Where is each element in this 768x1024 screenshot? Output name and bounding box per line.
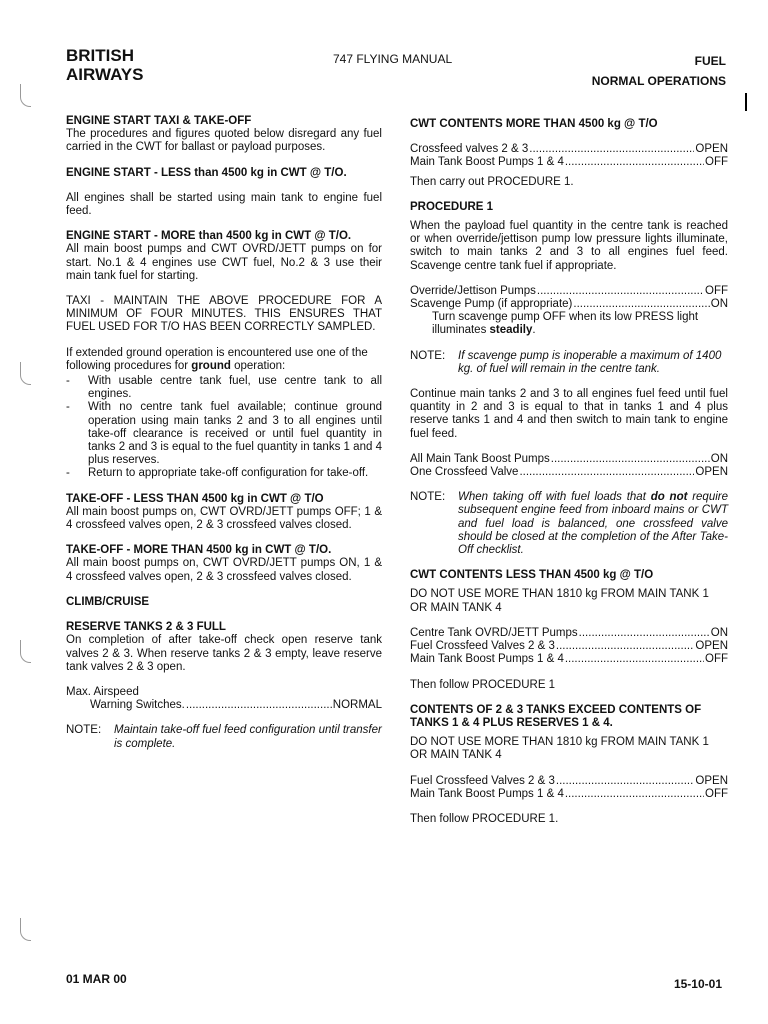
checklist-row xyxy=(410,788,728,801)
checklist-row xyxy=(410,453,728,466)
leader-dots xyxy=(573,298,709,311)
change-bar xyxy=(745,93,747,111)
checklist-value: ON xyxy=(710,298,728,311)
checklist-value: OFF xyxy=(705,284,728,297)
scavenge-instruction xyxy=(410,311,728,337)
checklist-label: Warning Switches. xyxy=(90,699,185,712)
paragraph-takeoff-less: All main boost pumps on, CWT OVRD/JETT pumps OFF; 1 & 4 crossfeed valves open, 2 & 3 crossfeed valves closed. xyxy=(66,505,382,532)
ground-op-text-end: operation: xyxy=(230,359,286,372)
leader-dots xyxy=(565,156,704,169)
paragraph-intro: The procedures and figures quoted below disregard any fuel carried in the CWT for ballast or payload purposes. xyxy=(66,128,382,154)
note-scavenge-pump xyxy=(410,350,728,376)
checklist-value: ON xyxy=(710,626,728,639)
heading-contents-exceed: CONTENTS OF 2 & 3 TANKS EXCEED CONTENTS OF TANKS 1 & 4 PLUS RESERVES 1 & 4. xyxy=(410,703,702,729)
scavenge-bold: steadily xyxy=(489,324,533,337)
punch-hole-mark xyxy=(20,84,31,107)
note-text: Maintain take-off fuel feed configuration until transfer is complete. xyxy=(114,724,382,750)
checklist-value: OFF xyxy=(705,653,728,666)
paragraph-limit-1: DO NOT USE MORE THAN 1810 kg FROM MAIN TANK 1 OR MAIN TANK 4 xyxy=(410,588,709,614)
heading-cwt-more: CWT CONTENTS MORE THAN 4500 kg @ T/O xyxy=(410,118,658,130)
checklist-row xyxy=(410,143,728,156)
checklist-label: One Crossfeed Valve xyxy=(410,466,519,479)
paragraph-ground-operation xyxy=(66,347,382,373)
ground-op-text: If extended ground operation is encountered use one of the following procedures for xyxy=(66,346,368,372)
leader-dots xyxy=(565,653,704,666)
leader-dots xyxy=(556,775,695,788)
heading-takeoff-less: TAKE-OFF - LESS THAN 4500 kg in CWT @ T/O xyxy=(66,492,324,505)
heading-takeoff-more: TAKE-OFF - MORE THAN 4500 kg in CWT @ T/O. xyxy=(66,544,332,557)
paragraph-taxi: TAXI - MAINTAIN THE ABOVE PROCEDURE FOR A MINIMUM OF FOUR MINUTES. THIS ENSURES THAT FUEL USED FOR T/O HAS BEEN CORRECTLY SAMPLED. xyxy=(66,295,382,334)
leader-dots xyxy=(565,788,704,801)
leader-dots xyxy=(551,453,710,466)
heading-engine-start-less: ENGINE START - LESS than 4500 kg in CWT @ T/O. xyxy=(66,166,347,179)
leader-dots xyxy=(519,466,694,479)
checklist-value: ON xyxy=(710,452,728,465)
checklist-label: Override/Jettison Pumps xyxy=(410,284,536,297)
note-text: If scavenge pump is inoperable a maximum of 1400 kg. of fuel will remain in the centre tank. xyxy=(458,349,722,375)
brand-line-1: BRITISH xyxy=(66,46,134,65)
checklist-value: OFF xyxy=(705,787,728,800)
checklist-row xyxy=(410,156,728,169)
paragraph-reserve-tanks: On completion of after take-off check open reserve tank valves 2 & 3. When reserve tanks 2 & 3 empty, leave reserve tank valves 2 & 3 open. xyxy=(66,634,382,673)
brand-line-2: AIRWAYS xyxy=(66,65,144,84)
checklist-label: Fuel Crossfeed Valves 2 & 3 xyxy=(410,640,555,653)
note-label: NOTE: xyxy=(66,724,102,737)
list-item: - Return to appropriate take-off configuration for take-off. xyxy=(66,467,382,480)
punch-hole-mark xyxy=(20,362,31,385)
note-text-start: When taking off with fuel loads that xyxy=(458,491,651,504)
note-label: NOTE: xyxy=(410,349,446,362)
note-label: NOTE: xyxy=(410,491,446,504)
list-item: - With usable centre tank fuel, use centre tank to all engines. xyxy=(66,375,382,401)
note-crossfeed-valve xyxy=(410,491,728,557)
heading-cwt-less: CWT CONTENTS LESS THAN 4500 kg @ T/O xyxy=(410,569,654,582)
checklist-label: All Main Tank Boost Pumps xyxy=(410,452,550,465)
checklist-row xyxy=(410,285,728,298)
checklist-value: OPEN xyxy=(695,143,728,156)
then-procedure-text: Then carry out PROCEDURE 1. xyxy=(410,175,574,188)
checklist-value: OFF xyxy=(705,156,728,169)
airspeed-label: Max. Airspeed xyxy=(66,685,139,698)
note-text-end: require subsequent engine feed from inboard mains or CWT and fuel load is balanced, one crossfeed valve should be closed at the completion of the After Take-Off checklist. xyxy=(458,491,729,557)
heading-engine-start-more: ENGINE START - MORE than 4500 kg in CWT @ T/O. xyxy=(66,230,352,243)
subsection-title: NORMAL OPERATIONS xyxy=(591,74,726,88)
scavenge-text-end: . xyxy=(532,324,536,337)
heading-reserve-tanks: RESERVE TANKS 2 & 3 FULL xyxy=(66,621,226,634)
right-column xyxy=(410,118,728,826)
footer-date: 01 MAR 00 xyxy=(66,972,127,986)
leader-dots xyxy=(579,627,710,640)
heading-procedure-1: PROCEDURE 1 xyxy=(410,200,494,213)
checklist-row xyxy=(410,298,728,311)
note-text xyxy=(458,491,728,557)
paragraph-takeoff-more: All main boost pumps on, CWT OVRD/JETT pumps ON, 1 & 4 crossfeed valves open, 2 & 3 crossfeed valves closed. xyxy=(66,557,382,583)
checklist-row xyxy=(410,640,728,653)
checklist-row-warning xyxy=(66,699,382,712)
checklist-value: OPEN xyxy=(695,640,728,653)
paragraph-engine-start-less: All engines shall be started using main tank to engine fuel feed. xyxy=(66,191,382,218)
ground-procedure-list xyxy=(66,375,382,481)
then-procedure-text: Then follow PROCEDURE 1. xyxy=(410,812,559,825)
checklist-label: Centre Tank OVRD/JETT Pumps xyxy=(410,626,578,639)
checklist-label: Main Tank Boost Pumps 1 & 4 xyxy=(410,653,564,666)
heading-engine-start-taxi: ENGINE START TAXI & TAKE-OFF xyxy=(66,115,252,127)
checklist-label: Main Tank Boost Pumps 1 & 4 xyxy=(410,787,564,800)
heading-climb-cruise: CLIMB/CRUISE xyxy=(66,595,150,608)
note-feed-configuration xyxy=(66,724,382,750)
paragraph-engine-start-more: All main boost pumps and CWT OVRD/JETT pumps on for start. No.1 & 4 engines use CWT fuel, No.2 & 3 use their main tank fuel for starting. xyxy=(66,243,382,282)
brand-name xyxy=(66,46,143,84)
ground-op-bold: ground xyxy=(191,359,231,372)
paragraph-procedure-1: When the payload fuel quantity in the centre tank is reached or when override/jettison pump low pressure lights illuminate, switch to main tanks 2 and 3 to all engines fuel feed. Scavenge centre tank fuel if appropriate. xyxy=(410,220,728,272)
section-title: FUEL xyxy=(694,54,726,68)
punch-hole-mark xyxy=(20,918,31,941)
checklist-value: NORMAL xyxy=(332,699,382,712)
checklist-label: Fuel Crossfeed Valves 2 & 3 xyxy=(410,774,555,787)
then-procedure-text: Then follow PROCEDURE 1 xyxy=(410,678,556,691)
checklist-row xyxy=(410,653,728,666)
checklist-label: Crossfeed valves 2 & 3 xyxy=(410,143,529,156)
checklist-row xyxy=(410,775,728,788)
checklist-label: Scavenge Pump (if appropriate) xyxy=(410,298,573,311)
paragraph-limit-2: DO NOT USE MORE THAN 1810 kg FROM MAIN TANK 1 OR MAIN TANK 4 xyxy=(410,736,709,762)
leader-dots xyxy=(556,640,695,653)
checklist-row xyxy=(410,627,728,640)
leader-dots xyxy=(529,143,694,156)
list-item: - With no centre tank fuel available; continue ground operation using main tanks 2 and 3 to all engines until take-off clearance is received or until fuel quantity in tanks 2 and 3 is equal to the fuel quantity in tanks 1 and 4 plus reserves. xyxy=(66,401,382,467)
manual-title: 747 FLYING MANUAL xyxy=(333,52,453,66)
paragraph-continue-main-tanks: Continue main tanks 2 and 3 to all engines fuel feed until fuel quantity in 2 and 3 is equal to that in tanks 1 and 4 plus reserve tanks 1 and 4 and then switch to main tank to engine fuel feed. xyxy=(410,388,728,440)
punch-hole-mark xyxy=(20,640,31,663)
left-column xyxy=(66,115,382,751)
leader-dots xyxy=(186,699,332,712)
scavenge-text: Turn scavenge pump OFF when its low PRESS light illuminates xyxy=(432,311,699,337)
footer-page-number: 15-10-01 xyxy=(673,977,722,991)
checklist-value: OPEN xyxy=(695,774,728,787)
checklist-value: OPEN xyxy=(695,466,728,479)
note-text-bold: do not xyxy=(650,491,688,504)
checklist-row xyxy=(410,466,728,479)
checklist-label: Main Tank Boost Pumps 1 & 4 xyxy=(410,156,564,169)
leader-dots xyxy=(537,285,704,298)
